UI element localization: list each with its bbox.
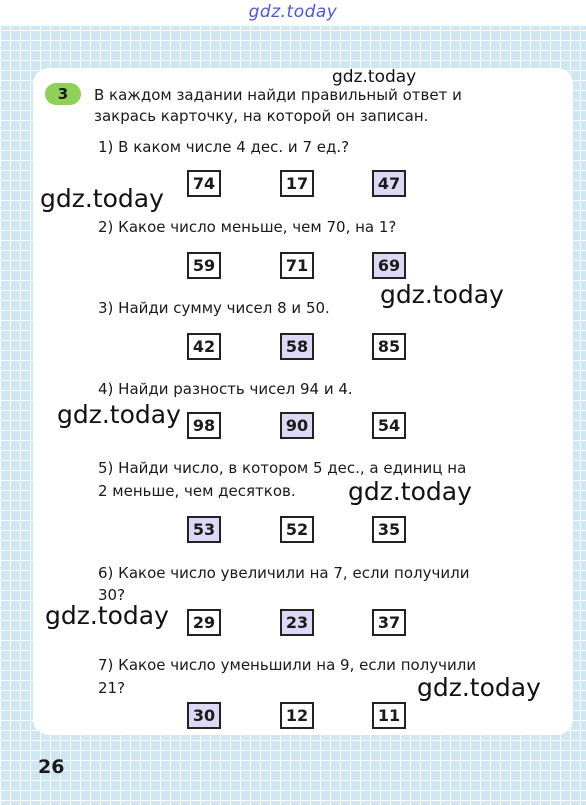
task-6-question-line1: 6) Какое число увеличили на 7, если получили — [98, 564, 470, 582]
watermark: gdz.today — [380, 280, 504, 309]
task-3-card-1[interactable]: 42 — [187, 333, 221, 360]
task-2-question: 2) Какое число меньше, чем 70, на 1? — [98, 218, 397, 236]
task-5-question-line2: 2 меньше, чем десятков. — [98, 482, 296, 500]
task-5-card-2[interactable]: 52 — [280, 516, 314, 543]
task-1-card-1[interactable]: 74 — [187, 170, 221, 197]
task-7-question-line1: 7) Какое число уменьшили на 9, если получили — [98, 656, 477, 674]
task-7-card-3[interactable]: 11 — [372, 702, 406, 729]
task-1-card-3[interactable]: 47 — [372, 170, 406, 197]
exercise-intro-line2: закрась карточку, на которой он записан. — [94, 107, 429, 125]
task-6-question-line2: 30? — [98, 586, 126, 604]
task-3-question: 3) Найди сумму чисел 8 и 50. — [98, 299, 330, 317]
exercise-number-badge: 3 — [45, 83, 81, 105]
task-2-card-1[interactable]: 59 — [187, 252, 221, 279]
watermark: gdz.today — [40, 184, 164, 213]
watermark: gdz.today — [45, 601, 169, 630]
task-1-card-2[interactable]: 17 — [280, 170, 314, 197]
task-7-question-line2: 21? — [98, 679, 126, 697]
task-5-card-1[interactable]: 53 — [187, 516, 221, 543]
task-5-question-line1: 5) Найди число, в котором 5 дес., а единиц на — [98, 459, 467, 477]
task-4-card-1[interactable]: 98 — [187, 412, 221, 439]
exercise-intro-line1: В каждом задании найди правильный ответ и — [94, 86, 462, 104]
task-2-card-3[interactable]: 69 — [372, 252, 406, 279]
watermark: gdz.today — [57, 400, 181, 429]
page-number: 26 — [38, 756, 65, 778]
task-3-card-2[interactable]: 58 — [280, 333, 314, 360]
task-7-card-2[interactable]: 12 — [280, 702, 314, 729]
watermark: gdz.today — [348, 477, 472, 506]
task-4-card-2[interactable]: 90 — [280, 412, 314, 439]
watermark: gdz.today — [417, 673, 541, 702]
task-2-card-2[interactable]: 71 — [280, 252, 314, 279]
task-6-card-1[interactable]: 29 — [187, 609, 221, 636]
task-5-card-3[interactable]: 35 — [372, 516, 406, 543]
task-7-card-1[interactable]: 30 — [187, 702, 221, 729]
task-4-card-3[interactable]: 54 — [372, 412, 406, 439]
task-4-question: 4) Найди разность чисел 94 и 4. — [98, 380, 353, 398]
task-6-card-2[interactable]: 23 — [280, 609, 314, 636]
task-3-card-3[interactable]: 85 — [372, 333, 406, 360]
watermark: gdz.today — [332, 67, 417, 87]
task-1-question: 1) В каком числе 4 дес. и 7 ед.? — [98, 138, 350, 156]
site-link[interactable]: gdz.today — [248, 2, 338, 22]
task-6-card-3[interactable]: 37 — [372, 609, 406, 636]
